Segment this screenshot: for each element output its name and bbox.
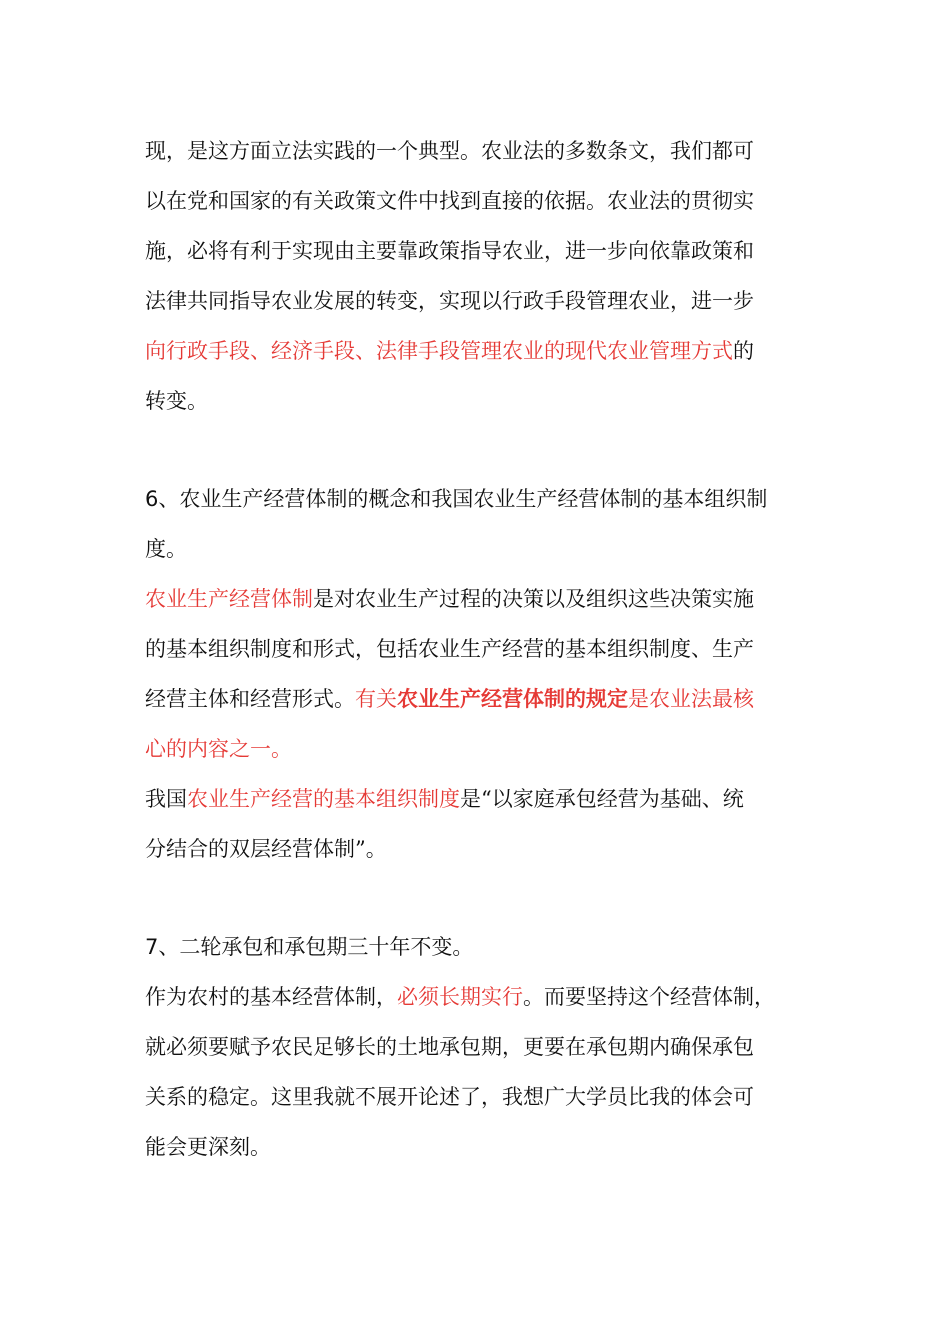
text-run: 就必须要赋予农民足够长的土地承包期，更要在承包期内确保承包 [145,1035,754,1059]
paragraph-1-line-2 [145,186,754,216]
section-7-line-3 [145,1082,754,1112]
section-6-p1-line-1 [145,584,754,614]
paragraph-1-line-4 [145,286,754,316]
text-run: 是对农业生产过程的决策以及组织这些决策实施 [313,587,754,611]
text-run: 能会更深刻。 [145,1135,271,1159]
section-6-heading-line-2 [145,534,187,564]
highlighted-text: 必须长期实行 [397,985,523,1009]
text-run: 关系的稳定。这里我就不展开论述了，我想广大学员比我的体会可 [145,1085,754,1109]
section-6-p1-line-2 [145,634,754,664]
text-run: 施，必将有利于实现由主要靠政策指导农业，进一步向依靠政策和 [145,239,754,263]
section-6-p2-line-1 [145,784,744,814]
highlighted-text: 心的内容之一。 [145,737,292,761]
section-7-line-4 [145,1132,271,1162]
text-run: 以在党和国家的有关政策文件中找到直接的依据。农业法的贯彻实 [145,189,754,213]
text-run: 现，是这方面立法实践的一个典型。农业法的多数条文，我们都可 [145,139,754,163]
section-6-p1-line-3 [145,684,754,714]
text-run: 是“以家庭承包经营为基础、统 [460,787,744,811]
text-run: 作为农村的基本经营体制， [145,985,397,1009]
section-7-heading [145,932,473,962]
paragraph-1-line-6 [145,386,208,416]
text-run: 我国 [145,787,187,811]
text-run: 经营主体和经营形式。 [145,687,355,711]
heading-text: 、二轮承包和承包期三十年不变。 [158,935,474,959]
text-run: 。而要坚持这个经营体制， [523,985,775,1009]
section-6-heading [145,484,767,514]
highlighted-text: 有关 [355,687,397,711]
section-6-p1-line-4 [145,734,292,764]
highlighted-text: 农业生产经营体制 [145,587,313,611]
section-number: 7 [145,935,159,959]
text-run: 法律共同指导农业发展的转变，实现以行政手段管理农业，进一步 [145,289,754,313]
highlighted-text: 农业生产经营的基本组织制度 [187,787,460,811]
text-run: 分结合的双层经营体制”。 [145,837,387,861]
paragraph-1-line-3 [145,236,754,266]
text-run: 的 [733,339,754,363]
highlighted-text: 是农业法最核 [628,687,754,711]
text-run: 转变。 [145,389,208,413]
section-7-line-2 [145,1032,754,1062]
section-7-line-1 [145,982,775,1012]
text-run: 的基本组织制度和形式，包括农业生产经营的基本组织制度、生产 [145,637,754,661]
section-6-p2-line-2 [145,834,387,864]
section-number: 6 [145,487,159,511]
highlighted-bold-text: 农业生产经营体制的规定 [397,686,628,711]
paragraph-1-line-1 [145,136,754,166]
heading-text: 、农业生产经营体制的概念和我国农业生产经营体制的基本组织制 [158,487,768,511]
heading-text: 度。 [145,537,187,561]
paragraph-1-line-5 [145,336,754,366]
highlighted-text: 向行政手段、经济手段、法律手段管理农业的现代农业管理方式 [145,339,733,363]
